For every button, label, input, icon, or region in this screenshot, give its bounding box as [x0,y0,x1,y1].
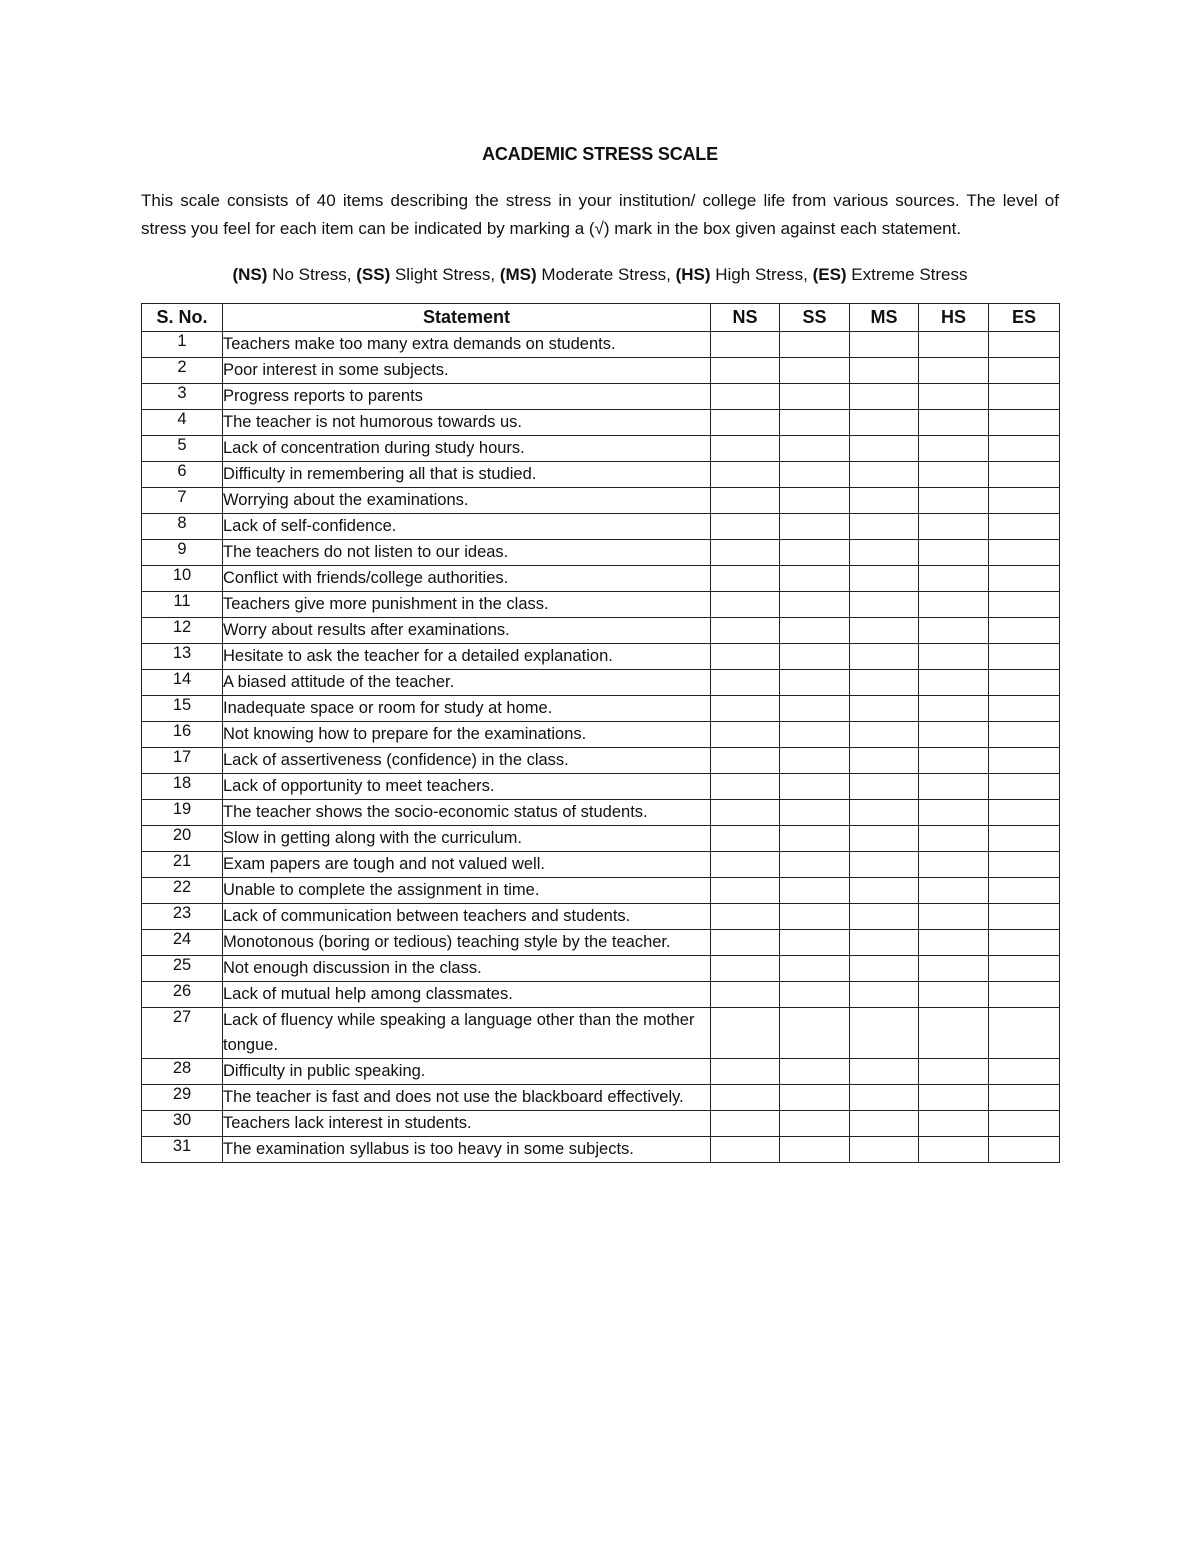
response-box-ms[interactable] [850,384,919,410]
table-row [142,514,1060,540]
row-statement: The teachers do not listen to our ideas. [223,540,711,566]
response-box-hs[interactable] [919,696,989,722]
legend-label: Extreme Stress [846,265,968,284]
response-box-ns[interactable] [711,696,780,722]
row-number: 5 [142,436,223,462]
response-box-ms[interactable] [850,462,919,488]
table-row [142,748,1060,774]
response-box-ms[interactable] [850,1111,919,1137]
response-box-ms[interactable] [850,982,919,1008]
response-box-hs[interactable] [919,982,989,1008]
row-statement: Not knowing how to prepare for the examinations. [223,722,711,748]
response-box-ms[interactable] [850,540,919,566]
row-statement: Lack of self-confidence. [223,514,711,540]
header-hs: HS [919,304,989,332]
response-box-ms[interactable] [850,436,919,462]
response-box-ns[interactable] [711,826,780,852]
legend-label: No Stress, [267,265,357,284]
stress-scale-table [141,303,1060,1163]
response-box-hs[interactable] [919,1111,989,1137]
response-box-hs[interactable] [919,748,989,774]
response-box-ms[interactable] [850,670,919,696]
row-statement: Exam papers are tough and not valued well. [223,852,711,878]
response-box-ss[interactable] [780,1059,850,1085]
table-row [142,410,1060,436]
response-box-ms[interactable] [850,410,919,436]
row-number: 2 [142,358,223,384]
response-box-ms[interactable] [850,332,919,358]
table-row [142,540,1060,566]
response-box-es[interactable] [989,462,1060,488]
header-ns: NS [711,304,780,332]
response-box-ms[interactable] [850,488,919,514]
table-row [142,1059,1060,1085]
response-box-ns[interactable] [711,1008,780,1059]
table-row [142,384,1060,410]
row-statement: The teacher is fast and does not use the blackboard effectively. [223,1085,711,1111]
response-box-es[interactable] [989,878,1060,904]
response-box-ns[interactable] [711,1137,780,1163]
response-box-ns[interactable] [711,644,780,670]
row-number: 22 [142,878,223,904]
response-box-ms[interactable] [850,956,919,982]
response-box-es[interactable] [989,436,1060,462]
response-box-ms[interactable] [850,1008,919,1059]
response-box-ss[interactable] [780,748,850,774]
response-box-ns[interactable] [711,930,780,956]
table-row [142,982,1060,1008]
response-box-es[interactable] [989,904,1060,930]
response-box-hs[interactable] [919,332,989,358]
row-number: 16 [142,722,223,748]
response-box-ss[interactable] [780,462,850,488]
table-row [142,1008,1060,1059]
response-box-ns[interactable] [711,618,780,644]
response-box-es[interactable] [989,748,1060,774]
row-number: 7 [142,488,223,514]
response-box-ss[interactable] [780,1085,850,1111]
response-box-es[interactable] [989,670,1060,696]
response-box-es[interactable] [989,826,1060,852]
response-box-ss[interactable] [780,956,850,982]
row-statement: Slow in getting along with the curriculum. [223,826,711,852]
response-box-ms[interactable] [850,852,919,878]
row-statement: Progress reports to parents [223,384,711,410]
response-box-ns[interactable] [711,410,780,436]
row-statement: Hesitate to ask the teacher for a detailed explanation. [223,644,711,670]
row-statement: Monotonous (boring or tedious) teaching style by the teacher. [223,930,711,956]
response-box-hs[interactable] [919,826,989,852]
response-box-ns[interactable] [711,852,780,878]
response-box-hs[interactable] [919,410,989,436]
row-statement: Lack of assertiveness (confidence) in the class. [223,748,711,774]
response-box-hs[interactable] [919,956,989,982]
table-row [142,696,1060,722]
response-box-hs[interactable] [919,1008,989,1059]
response-box-es[interactable] [989,800,1060,826]
response-box-hs[interactable] [919,592,989,618]
response-box-hs[interactable] [919,384,989,410]
response-box-es[interactable] [989,410,1060,436]
response-box-es[interactable] [989,852,1060,878]
table-row [142,904,1060,930]
row-number: 29 [142,1085,223,1111]
table-row [142,800,1060,826]
response-box-hs[interactable] [919,722,989,748]
row-number: 24 [142,930,223,956]
table-row [142,358,1060,384]
row-number: 10 [142,566,223,592]
response-box-ss[interactable] [780,566,850,592]
row-statement: Poor interest in some subjects. [223,358,711,384]
row-statement: Lack of fluency while speaking a language other than the mother tongue. [223,1008,711,1059]
table-row [142,488,1060,514]
response-box-es[interactable] [989,1059,1060,1085]
row-statement: Lack of opportunity to meet teachers. [223,774,711,800]
response-box-ss[interactable] [780,436,850,462]
page-title: ACADEMIC STRESS SCALE [482,144,718,164]
response-box-es[interactable] [989,384,1060,410]
table-body [142,332,1060,1163]
row-number: 18 [142,774,223,800]
response-box-ns[interactable] [711,670,780,696]
response-box-hs[interactable] [919,774,989,800]
response-box-es[interactable] [989,722,1060,748]
response-box-ss[interactable] [780,592,850,618]
response-box-ms[interactable] [850,878,919,904]
response-box-ns[interactable] [711,436,780,462]
row-number: 23 [142,904,223,930]
header-sno: S. No. [142,304,223,332]
response-box-ns[interactable] [711,1059,780,1085]
response-box-ms[interactable] [850,904,919,930]
stress-legend [141,265,1059,285]
response-box-ns[interactable] [711,540,780,566]
legend-code: (NS) [232,265,268,284]
response-box-ss[interactable] [780,826,850,852]
response-box-ns[interactable] [711,358,780,384]
response-box-ms[interactable] [850,514,919,540]
response-box-hs[interactable] [919,436,989,462]
response-box-ss[interactable] [780,540,850,566]
response-box-ss[interactable] [780,878,850,904]
response-box-es[interactable] [989,488,1060,514]
table-row [142,592,1060,618]
row-number: 1 [142,332,223,358]
response-box-ns[interactable] [711,800,780,826]
table-row [142,774,1060,800]
response-box-es[interactable] [989,540,1060,566]
row-statement: The examination syllabus is too heavy in some subjects. [223,1137,711,1163]
response-box-es[interactable] [989,592,1060,618]
response-box-es[interactable] [989,514,1060,540]
response-box-ss[interactable] [780,930,850,956]
table-row [142,332,1060,358]
header-ms: MS [850,304,919,332]
row-number: 13 [142,644,223,670]
legend-code: (MS) [499,265,537,284]
response-box-es[interactable] [989,1137,1060,1163]
table-row [142,878,1060,904]
response-box-hs[interactable] [919,566,989,592]
response-box-ms[interactable] [850,930,919,956]
response-box-ss[interactable] [780,1111,850,1137]
response-box-hs[interactable] [919,878,989,904]
response-box-es[interactable] [989,982,1060,1008]
row-statement: Difficulty in remembering all that is studied. [223,462,711,488]
response-box-ss[interactable] [780,514,850,540]
response-box-hs[interactable] [919,852,989,878]
response-box-hs[interactable] [919,904,989,930]
response-box-ss[interactable] [780,800,850,826]
row-number: 21 [142,852,223,878]
response-box-ss[interactable] [780,332,850,358]
response-box-ns[interactable] [711,1085,780,1111]
legend-label: Slight Stress, [390,265,500,284]
header-es: ES [989,304,1060,332]
row-number: 30 [142,1111,223,1137]
table-row [142,670,1060,696]
response-box-ms[interactable] [850,696,919,722]
row-statement: A biased attitude of the teacher. [223,670,711,696]
response-box-ms[interactable] [850,774,919,800]
row-number: 28 [142,1059,223,1085]
response-box-hs[interactable] [919,930,989,956]
response-box-ns[interactable] [711,514,780,540]
table-row [142,852,1060,878]
response-box-hs[interactable] [919,618,989,644]
response-box-ss[interactable] [780,670,850,696]
response-box-ms[interactable] [850,358,919,384]
response-box-hs[interactable] [919,514,989,540]
response-box-ss[interactable] [780,488,850,514]
table-row [142,826,1060,852]
response-box-es[interactable] [989,696,1060,722]
response-box-es[interactable] [989,1111,1060,1137]
row-number: 6 [142,462,223,488]
response-box-es[interactable] [989,566,1060,592]
row-statement: The teacher is not humorous towards us. [223,410,711,436]
response-box-ms[interactable] [850,748,919,774]
table-row [142,436,1060,462]
response-box-ms[interactable] [850,618,919,644]
row-number: 11 [142,592,223,618]
row-number: 3 [142,384,223,410]
response-box-ms[interactable] [850,1085,919,1111]
response-box-ms[interactable] [850,826,919,852]
row-number: 26 [142,982,223,1008]
response-box-ss[interactable] [780,384,850,410]
response-box-es[interactable] [989,956,1060,982]
response-box-ns[interactable] [711,722,780,748]
response-box-es[interactable] [989,644,1060,670]
response-box-es[interactable] [989,930,1060,956]
row-statement: Not enough discussion in the class. [223,956,711,982]
row-number: 17 [142,748,223,774]
response-box-ns[interactable] [711,592,780,618]
table-row [142,722,1060,748]
response-box-ns[interactable] [711,956,780,982]
response-box-ss[interactable] [780,644,850,670]
row-number: 19 [142,800,223,826]
table-row [142,1085,1060,1111]
response-box-hs[interactable] [919,644,989,670]
response-box-hs[interactable] [919,1059,989,1085]
response-box-ss[interactable] [780,358,850,384]
row-statement: Worry about results after examinations. [223,618,711,644]
response-box-ss[interactable] [780,852,850,878]
row-statement: Worrying about the examinations. [223,488,711,514]
response-box-ms[interactable] [850,1137,919,1163]
row-number: 25 [142,956,223,982]
row-number: 8 [142,514,223,540]
response-box-ss[interactable] [780,410,850,436]
header-ss: SS [780,304,850,332]
response-box-hs[interactable] [919,670,989,696]
legend-code: (HS) [675,265,711,284]
response-box-es[interactable] [989,358,1060,384]
response-box-ns[interactable] [711,878,780,904]
response-box-ss[interactable] [780,618,850,644]
response-box-hs[interactable] [919,1085,989,1111]
row-statement: Lack of mutual help among classmates. [223,982,711,1008]
response-box-ms[interactable] [850,800,919,826]
table-row [142,930,1060,956]
response-box-ns[interactable] [711,332,780,358]
row-statement: Teachers give more punishment in the class. [223,592,711,618]
row-number: 27 [142,1008,223,1059]
row-number: 12 [142,618,223,644]
response-box-ss[interactable] [780,904,850,930]
table-row [142,644,1060,670]
legend-code: (ES) [812,265,847,284]
response-box-hs[interactable] [919,1137,989,1163]
row-statement: Conflict with friends/college authorities. [223,566,711,592]
response-box-es[interactable] [989,1085,1060,1111]
row-number: 9 [142,540,223,566]
legend-label: High Stress, [710,265,813,284]
response-box-hs[interactable] [919,488,989,514]
response-box-ss[interactable] [780,1008,850,1059]
response-box-hs[interactable] [919,462,989,488]
response-box-ns[interactable] [711,748,780,774]
response-box-es[interactable] [989,332,1060,358]
response-box-ms[interactable] [850,722,919,748]
table-header-row [142,304,1060,332]
table-row [142,462,1060,488]
response-box-ss[interactable] [780,982,850,1008]
response-box-ns[interactable] [711,904,780,930]
response-box-ms[interactable] [850,644,919,670]
response-box-ms[interactable] [850,1059,919,1085]
legend-code: (SS) [356,265,391,284]
table-row [142,618,1060,644]
response-box-hs[interactable] [919,540,989,566]
table-row [142,566,1060,592]
table-row [142,956,1060,982]
row-number: 15 [142,696,223,722]
response-box-ss[interactable] [780,722,850,748]
response-box-ns[interactable] [711,488,780,514]
response-box-ns[interactable] [711,462,780,488]
response-box-es[interactable] [989,618,1060,644]
response-box-ns[interactable] [711,982,780,1008]
response-box-ss[interactable] [780,696,850,722]
response-box-ns[interactable] [711,566,780,592]
response-box-ss[interactable] [780,774,850,800]
document-page [141,140,1059,1163]
row-number: 20 [142,826,223,852]
table-row [142,1111,1060,1137]
response-box-ms[interactable] [850,592,919,618]
response-box-hs[interactable] [919,358,989,384]
response-box-es[interactable] [989,1008,1060,1059]
row-statement: Lack of communication between teachers and students. [223,904,711,930]
row-statement: Inadequate space or room for study at home. [223,696,711,722]
row-statement: Teachers make too many extra demands on students. [223,332,711,358]
row-statement: Teachers lack interest in students. [223,1111,711,1137]
row-statement: Lack of concentration during study hours. [223,436,711,462]
response-box-ns[interactable] [711,774,780,800]
row-number: 31 [142,1137,223,1163]
row-number: 4 [142,410,223,436]
header-statement: Statement [223,304,711,332]
response-box-ss[interactable] [780,1137,850,1163]
response-box-ns[interactable] [711,384,780,410]
row-number: 14 [142,670,223,696]
response-box-ns[interactable] [711,1111,780,1137]
table-row [142,1137,1060,1163]
response-box-ms[interactable] [850,566,919,592]
row-statement: Unable to complete the assignment in time. [223,878,711,904]
row-statement: Difficulty in public speaking. [223,1059,711,1085]
intro-paragraph: This scale consists of 40 items describing the stress in your institution/ college life from various sources. The level of stress you feel for each item can be indicated by marking a (√) mark in the box given against each statement. [141,191,1059,238]
row-statement: The teacher shows the socio-economic status of students. [223,800,711,826]
response-box-es[interactable] [989,774,1060,800]
legend-label: Moderate Stress, [536,265,676,284]
response-box-hs[interactable] [919,800,989,826]
